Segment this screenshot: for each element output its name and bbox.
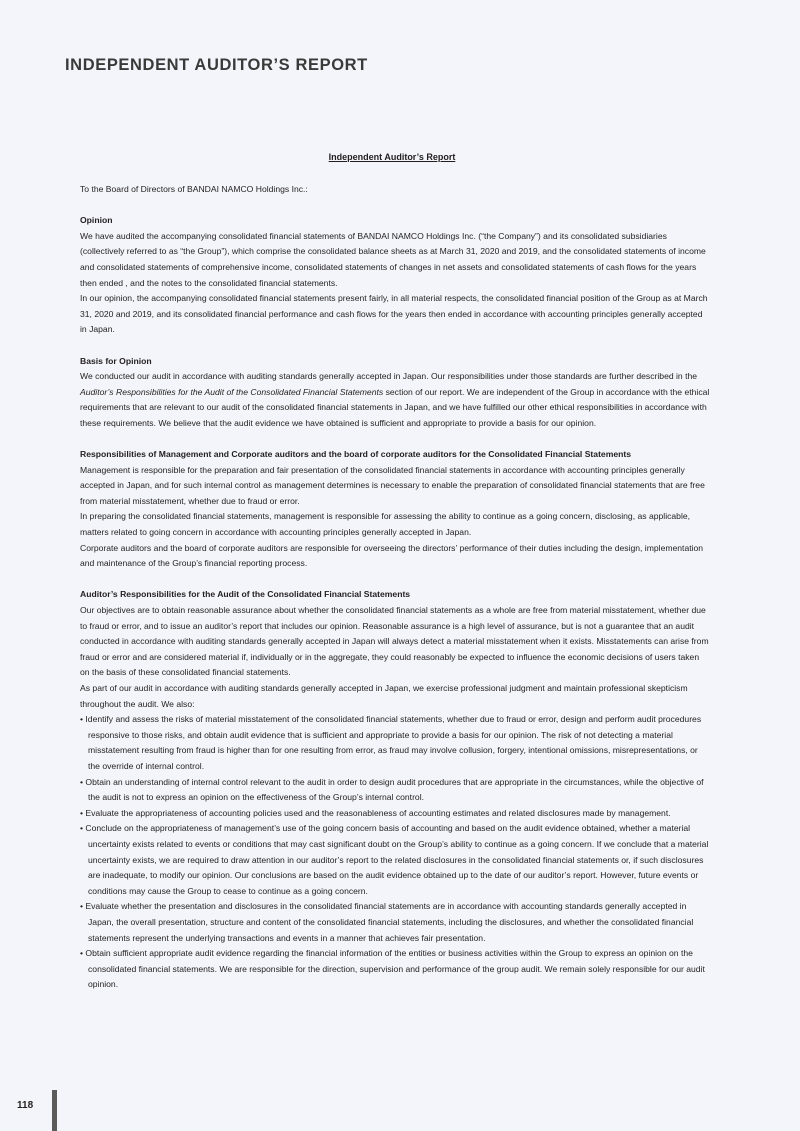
- page-header-title: INDEPENDENT AUDITOR’S REPORT: [65, 56, 368, 74]
- opinion-heading: Opinion: [80, 215, 113, 226]
- basis-paragraph: [80, 369, 710, 431]
- auditor-bullet-1: • Identify and assess the risks of material misstatement of the consolidated financial statements, whether due to fraud or error, design and perform audit procedures responsive to those risks, and obtain audit evidence that is sufficient and appropriate to provide a basis for our opinion. The risk of not detecting a material misstatement resulting from fraud is higher than for one resulting from error, as fraud may involve collusion, forgery, intentional omissions, misrepresentations, or the override of internal control.: [80, 714, 702, 771]
- management-paragraph-2: In preparing the consolidated financial statements, management is responsible for assessing the ability to continue as a going concern, disclosing, as applicable, matters related to going concern in accordance with accounting principles generally accepted in Japan.: [80, 511, 691, 538]
- auditor-bullet-5: • Evaluate whether the presentation and disclosures in the consolidated financial statements are in accordance with accounting standards generally accepted in Japan, the overall presentation, structure and content of the consolidated financial statements, including the disclosures, and whether the consolidated financial statements represent the underlying transactions and events in a manner that achieves fair presentation.: [80, 901, 694, 943]
- opinion-paragraph-1: We have audited the accompanying consolidated financial statements of BANDAI NAMCO Holdings Inc. (“the Company”) and its consolidated subsidiaries (collectively referred to as “the Group”), which comprise the consolidated balance sheets as at March 31, 2020 and 2019, and the consolidated statements of income and consolidated statements of comprehensive income, consolidated statements of changes in net assets and consolidated statements of cash flows for the years then ended , and the notes to the consolidated financial statements.: [80, 230, 706, 288]
- basis-heading: Basis for Opinion: [80, 355, 152, 366]
- auditor-bullet-3: • Evaluate the appropriateness of accounting policies used and the reasonableness of accounting estimates and related disclosures made by management.: [80, 807, 671, 818]
- report-body: [80, 182, 710, 993]
- management-heading: Responsibilities of Management and Corporate auditors and the board of corporate auditors for the Consolidated Financial Statements: [80, 449, 632, 460]
- basis-text-pre: We conducted our audit in accordance with auditing standards generally accepted in Japan. Our responsibilities under those standards are further described in the: [80, 371, 698, 382]
- opinion-paragraph-2: In our opinion, the accompanying consolidated financial statements present fairly, in all material respects, the consolidated financial position of the Group as at March 31, 2020 and 2019, and its consolidated financial performance and cash flows for the years then ended in accordance with accounting principles generally accepted in Japan.: [80, 293, 708, 335]
- auditor-bullet-4: • Conclude on the appropriateness of management’s use of the going concern basis of accounting and based on the audit evidence obtained, whether a material uncertainty exists related to events or conditions that may cast significant doubt on the Group’s ability to continue as a going concern. If we conclude that a material uncertainty exists, we are required to draw attention in our auditor’s report to the related disclosures in the consolidated financial statements or, if such disclosures are inadequate, to modify our opinion. Our conclusions are based on the audit evidence obtained up to the date of our auditor’s report. However, future events or conditions may cause the Group to cease to continue as a going concern.: [80, 823, 709, 896]
- management-paragraph-1: Management is responsible for the preparation and fair presentation of the consolidated financial statements in accordance with accounting principles generally accepted in Japan, and for such internal control as management determines is necessary to enable the preparation of consolidated financial statements that are free from material misstatement, whether due to fraud or error.: [80, 464, 705, 506]
- management-paragraph-3: Corporate auditors and the board of corporate auditors are responsible for overseeing the directors’ performance of their duties including the design, implementation and maintenance of the Group’s financial reporting process.: [80, 542, 704, 569]
- auditor-paragraph-2: As part of our audit in accordance with auditing standards generally accepted in Japan, we exercise professional judgment and maintain professional skepticism throughout the audit. We also:: [80, 683, 688, 709]
- page-number-bar: [52, 1090, 57, 1131]
- page-number: 118: [17, 1100, 34, 1111]
- basis-text-italic: Auditor’s Responsibilities for the Audit of the Consolidated Financial Statements: [80, 386, 384, 397]
- addressee: To the Board of Directors of BANDAI NAMCO Holdings Inc.:: [80, 184, 308, 194]
- auditor-paragraph-1: Our objectives are to obtain reasonable assurance about whether the consolidated financial statements as a whole are free from material misstatement, whether due to fraud or error, and to issue an auditor’s report that includes our opinion. Reasonable assurance is a high level of assurance, but is not a guarantee that an audit conducted in accordance with auditing standards generally accepted in Japan will always detect a material misstatement when it exists. Misstatements can arise from fraud or error and are considered material if, individually or in the aggregate, they could reasonably be expected to influence the economic decisions of users taken on the basis of these consolidated financial statements.: [80, 605, 709, 678]
- auditor-bullet-2: • Obtain an understanding of internal control relevant to the audit in order to design audit procedures that are appropriate in the circumstances, while the objective of the audit is not to express an opinion on the effectiveness of the Group’s internal control.: [80, 776, 704, 803]
- basis-text-post: section of our report. We are independent of the Group in accordance with the ethical requirements that are relevant to our audit of the consolidated financial statements in Japan, and we have fulfilled our other ethical responsibilities in accordance with these requirements. We believe that the audit evidence we have obtained is sufficient and appropriate to provide a basis for our opinion.: [80, 386, 710, 428]
- report-title: Independent Auditor’s Report: [328, 152, 456, 162]
- auditor-bullet-6: • Obtain sufficient appropriate audit evidence regarding the financial information of the entities or business activities within the Group to express an opinion on the consolidated financial statements. We are responsible for the direction, supervision and performance of the group audit. We remain solely responsible for our audit opinion.: [80, 948, 705, 990]
- auditor-heading: Auditor’s Responsibilities for the Audit of the Consolidated Financial Statements: [80, 589, 411, 600]
